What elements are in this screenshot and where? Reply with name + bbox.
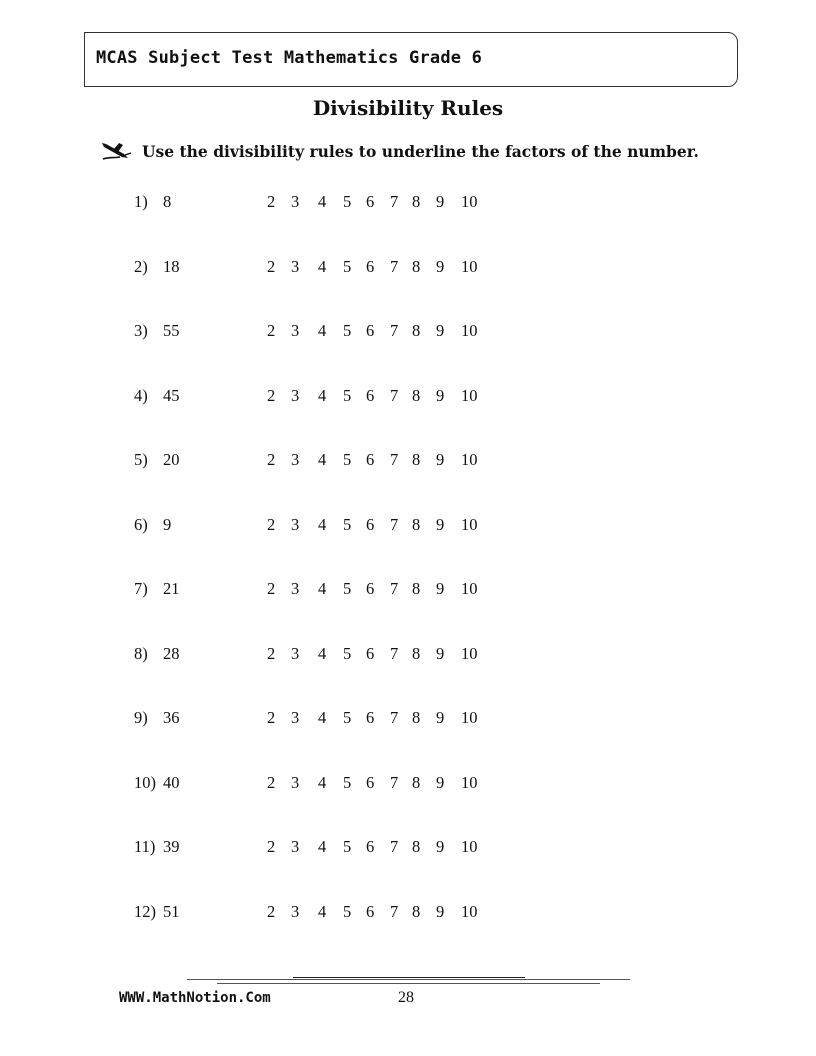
factor-choice[interactable]: 5 — [343, 643, 352, 663]
factor-choice[interactable]: 4 — [318, 514, 327, 534]
factor-choice[interactable]: 3 — [291, 514, 300, 534]
factor-choice[interactable]: 8 — [412, 385, 421, 405]
problem-label: 3) — [134, 321, 148, 340]
factor-choice[interactable]: 8 — [412, 901, 421, 921]
factor-choice[interactable]: 7 — [390, 321, 399, 340]
factor-choice[interactable]: 3 — [291, 256, 300, 276]
factor-choice[interactable]: 10 — [461, 321, 478, 340]
header-title: MCAS Subject Test Mathematics Grade 6 — [96, 48, 483, 68]
problem-row — [0, 773, 816, 797]
factor-choice[interactable]: 2 — [267, 837, 276, 856]
factor-choice[interactable]: 6 — [366, 837, 375, 856]
problem-row — [0, 515, 816, 539]
problem-row — [0, 579, 816, 603]
factor-choice[interactable]: 2 — [267, 514, 276, 534]
factor-choice[interactable]: 6 — [366, 450, 375, 469]
factor-choice[interactable]: 4 — [318, 837, 327, 856]
factor-choice[interactable]: 7 — [390, 450, 399, 469]
factor-choice[interactable]: 5 — [343, 192, 352, 211]
footer-divider — [187, 979, 630, 980]
factor-choice[interactable]: 4 — [318, 192, 327, 211]
pencil-writing-icon — [100, 140, 134, 162]
problem-row — [0, 708, 816, 732]
factor-choice[interactable]: 10 — [461, 514, 478, 534]
factor-choice[interactable]: 2 — [267, 901, 276, 921]
problem-number: 51 — [163, 901, 180, 921]
factor-choice[interactable]: 6 — [366, 514, 375, 534]
problem-number: 40 — [163, 772, 180, 792]
factor-choice[interactable]: 5 — [343, 708, 352, 727]
factor-choice[interactable]: 5 — [343, 450, 352, 469]
factor-choice[interactable]: 5 — [343, 385, 352, 405]
problem-row — [0, 386, 816, 410]
problem-number: 20 — [163, 450, 180, 469]
factor-choice[interactable]: 8 — [412, 192, 421, 211]
footer-divider — [293, 977, 525, 978]
factor-choice[interactable]: 10 — [461, 192, 478, 211]
problem-row — [0, 450, 816, 474]
factor-choice[interactable]: 3 — [291, 708, 300, 727]
problem-label: 4) — [134, 385, 148, 405]
factor-choice[interactable]: 3 — [291, 901, 300, 921]
factor-choice[interactable]: 8 — [412, 579, 421, 598]
factor-choice[interactable]: 10 — [461, 579, 478, 598]
factor-choice[interactable]: 9 — [436, 450, 445, 469]
factor-choice[interactable]: 10 — [461, 643, 478, 663]
factor-choice[interactable]: 6 — [366, 708, 375, 727]
factor-choice[interactable]: 7 — [390, 192, 399, 211]
factor-choice[interactable]: 9 — [436, 708, 445, 727]
factor-choice[interactable]: 7 — [390, 256, 399, 276]
problem-number: 9 — [163, 514, 172, 534]
factor-choice[interactable]: 2 — [267, 579, 276, 598]
factor-choice[interactable]: 4 — [318, 901, 327, 921]
factor-choice[interactable]: 10 — [461, 772, 478, 792]
problem-label: 10) — [134, 772, 156, 792]
factor-choice[interactable]: 4 — [318, 385, 327, 405]
factor-choice[interactable]: 10 — [461, 385, 478, 405]
factor-choice[interactable]: 3 — [291, 837, 300, 856]
factor-choice[interactable]: 10 — [461, 708, 478, 727]
factor-choice[interactable]: 8 — [412, 450, 421, 469]
factor-choice[interactable]: 5 — [343, 321, 352, 340]
problem-number: 36 — [163, 708, 180, 727]
factor-choice[interactable]: 6 — [366, 901, 375, 921]
factor-choice[interactable]: 4 — [318, 772, 327, 792]
factor-choice[interactable]: 3 — [291, 192, 300, 211]
problem-label: 12) — [134, 901, 156, 921]
factor-choice[interactable]: 8 — [412, 256, 421, 276]
factor-choice[interactable]: 5 — [343, 514, 352, 534]
factor-choice[interactable]: 8 — [412, 514, 421, 534]
factor-choice[interactable]: 3 — [291, 321, 300, 340]
problem-number: 55 — [163, 321, 180, 340]
factor-choice[interactable]: 9 — [436, 385, 445, 405]
problem-row — [0, 192, 816, 216]
factor-choice[interactable]: 9 — [436, 256, 445, 276]
factor-choice[interactable]: 8 — [412, 321, 421, 340]
factor-choice[interactable]: 7 — [390, 514, 399, 534]
factor-choice[interactable]: 6 — [366, 256, 375, 276]
factor-choice[interactable]: 2 — [267, 772, 276, 792]
problem-label: 5) — [134, 450, 148, 469]
factor-choice[interactable]: 6 — [366, 643, 375, 663]
problem-label: 1) — [134, 192, 148, 211]
factor-choice[interactable]: 2 — [267, 708, 276, 727]
problem-number: 18 — [163, 256, 180, 276]
factor-choice[interactable]: 4 — [318, 321, 327, 340]
factor-choice[interactable]: 4 — [318, 450, 327, 469]
page-title: Divisibility Rules — [312, 96, 504, 120]
factor-choice[interactable]: 7 — [390, 901, 399, 921]
factor-choice[interactable]: 4 — [318, 643, 327, 663]
problem-label: 7) — [134, 579, 148, 598]
problem-number: 28 — [163, 643, 180, 663]
factor-choice[interactable]: 6 — [366, 192, 375, 211]
problem-label: 9) — [134, 708, 148, 727]
factor-choice[interactable]: 2 — [267, 385, 276, 405]
factor-choice[interactable]: 10 — [461, 837, 478, 856]
factor-choice[interactable]: 3 — [291, 643, 300, 663]
footer-website: WWW.MathNotion.Com — [119, 990, 271, 1006]
problem-label: 2) — [134, 256, 148, 276]
factor-choice[interactable]: 7 — [390, 772, 399, 792]
factor-choice[interactable]: 2 — [267, 321, 276, 340]
page-number: 28 — [398, 989, 414, 1006]
problem-label: 6) — [134, 514, 148, 534]
factor-choice[interactable]: 5 — [343, 772, 352, 792]
factor-choice[interactable]: 3 — [291, 772, 300, 792]
factor-choice[interactable]: 4 — [318, 579, 327, 598]
problem-row — [0, 321, 816, 345]
factor-choice[interactable]: 9 — [436, 321, 445, 340]
instruction — [100, 140, 699, 162]
factor-choice[interactable]: 9 — [436, 772, 445, 792]
factor-choice[interactable]: 7 — [390, 385, 399, 405]
instruction-text: Use the divisibility rules to underline the factors of the number. — [142, 141, 699, 161]
problem-number: 45 — [163, 385, 180, 405]
factor-choice[interactable]: 6 — [366, 579, 375, 598]
factor-choice[interactable]: 8 — [412, 643, 421, 663]
factor-choice[interactable]: 9 — [436, 514, 445, 534]
problem-row — [0, 257, 816, 281]
factor-choice[interactable]: 10 — [461, 901, 478, 921]
problem-number: 39 — [163, 837, 180, 856]
factor-choice[interactable]: 5 — [343, 901, 352, 921]
factor-choice[interactable]: 2 — [267, 643, 276, 663]
factor-choice[interactable]: 5 — [343, 579, 352, 598]
factor-choice[interactable]: 2 — [267, 256, 276, 276]
problem-row — [0, 644, 816, 668]
problem-row — [0, 902, 816, 926]
factor-choice[interactable]: 6 — [366, 772, 375, 792]
factor-choice[interactable]: 8 — [412, 772, 421, 792]
problem-number: 21 — [163, 579, 180, 598]
factor-choice[interactable]: 3 — [291, 579, 300, 598]
factor-choice[interactable]: 10 — [461, 256, 478, 276]
factor-choice[interactable]: 8 — [412, 708, 421, 727]
problem-label: 8) — [134, 643, 148, 663]
factor-choice[interactable]: 4 — [318, 256, 327, 276]
factor-choice[interactable]: 5 — [343, 256, 352, 276]
factor-choice[interactable]: 7 — [390, 708, 399, 727]
factor-choice[interactable]: 8 — [412, 837, 421, 856]
problem-number: 8 — [163, 192, 172, 211]
problem-row — [0, 837, 816, 861]
factor-choice[interactable]: 6 — [366, 385, 375, 405]
factor-choice[interactable]: 6 — [366, 321, 375, 340]
factor-choice[interactable]: 7 — [390, 579, 399, 598]
problem-label: 11) — [134, 837, 156, 856]
factor-choice[interactable]: 9 — [436, 643, 445, 663]
factor-choice[interactable]: 3 — [291, 385, 300, 405]
factor-choice[interactable]: 9 — [436, 192, 445, 211]
footer-divider — [217, 983, 600, 984]
factor-choice[interactable]: 9 — [436, 837, 445, 856]
factor-choice[interactable]: 4 — [318, 708, 327, 727]
factor-choice[interactable]: 3 — [291, 450, 300, 469]
factor-choice[interactable]: 10 — [461, 450, 478, 469]
factor-choice[interactable]: 9 — [436, 579, 445, 598]
factor-choice[interactable]: 7 — [390, 837, 399, 856]
factor-choice[interactable]: 5 — [343, 837, 352, 856]
factor-choice[interactable]: 2 — [267, 450, 276, 469]
factor-choice[interactable]: 7 — [390, 643, 399, 663]
factor-choice[interactable]: 2 — [267, 192, 276, 211]
factor-choice[interactable]: 9 — [436, 901, 445, 921]
